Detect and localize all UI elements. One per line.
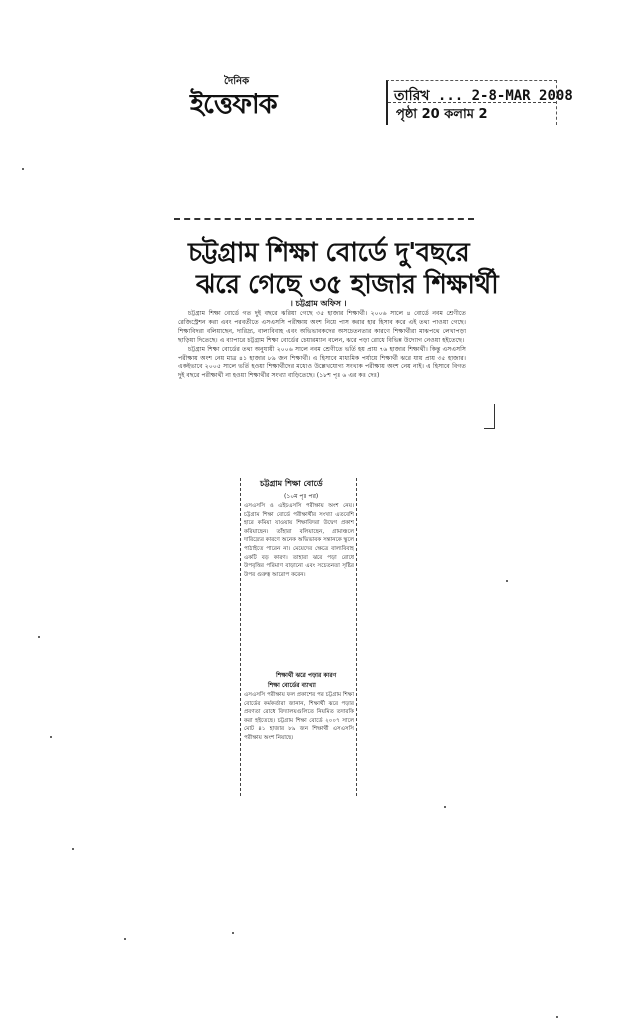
continuation-title: চট্টগ্রাম শিক্ষা বোর্ডে [260, 479, 323, 488]
continuation-subtitle: (১০ম পৃঃ পর) [284, 493, 319, 500]
article-paragraph: চট্টগ্রাম শিক্ষা বোর্ডে গত দুই বছরে ঝরিয়া গেছে ৩৫ হাজার শিক্ষার্থী। ২০০৬ সালে ৪ বোর্ডে নবম শ্রেণীতে রেজিস্ট্রেশন করা এবং পরবর্তীতে এসএসসি পরীক্ষায় অংশ নিয়ে পাস করার হার হিসাব করে এই তথ্য পাওয়া গেছে। শিক্ষাবিদরা বলিয়াছেন, দারিদ্র্য, বাল্যবিবাহ এবং অভিভাবকদের অসচেতনতার কারণে শিক্ষার্থীরা মাঝপথে লেখাপড়া ছাড়িয়া দিতেছে। এ ব্যাপারে চট্টগ্রাম শিক্ষা বোর্ডের চেয়ারম্যান বলেন, ঝরে পড়া রোধে বিভিন্ন উদ্যোগ নেওয়া হইতেছে। [178, 310, 466, 344]
byline: । চট্টগ্রাম অফিস । [290, 299, 347, 308]
scan-speck [124, 938, 126, 940]
continuation-body-2: এসএসসি পরীক্ষায় ফল প্রকাশের পর চট্টগ্রাম শিক্ষা বোর্ডের কর্মকর্তারা জানান, শিক্ষার্থী ঝরে পড়ার প্রবণতা রোধে বিদ্যালয়গুলিতে নিয়মিত তদারকি করা হইতেছে। চট্টগ্রাম শিক্ষা বোর্ডে ২০০৭ সালে মোট ৪১ হাজার ৮৯ জন শিক্ষার্থী এসএসসি পরীক্ষায় অংশ নিয়াছে। [244, 692, 354, 741]
scan-speck [72, 848, 74, 850]
stamp-divider [388, 102, 556, 103]
continuation-body-1: এসএসসি ও এইচএসসি পরীক্ষায় অংশ নেয়। চট্টগ্রাম শিক্ষা বোর্ডে পরীক্ষার্থীর সংখ্যা এতবেশি হারে কমিয়া যাওয়ায় শিক্ষাবিদরা উদ্বেগ প্রকাশ করিয়াছেন। তাঁহারা বলিয়াছেন, গ্রামাঞ্চলে দারিদ্র্যের কারণে অনেক অভিভাবক সন্তানকে স্কুলে পাঠাইতে পারেন না। মেয়েদের ক্ষেত্রে বাল্যবিবাহ একটি বড় কারণ। তাহারা ঝরে পড়া রোধে উপবৃত্তির পরিমাণ বাড়ানো এবং সচেতনতা সৃষ্টির উপর গুরুত্ব আরোপ করেন। [244, 503, 354, 578]
scan-speck [556, 1016, 558, 1018]
column-right-rule [356, 478, 357, 796]
scan-speck [444, 806, 446, 808]
date-stamp [386, 80, 573, 125]
scan-speck [50, 736, 52, 738]
article-body [178, 310, 466, 381]
article-paragraph: চট্টগ্রাম শিক্ষা বোর্ডের তথ্য অনুযায়ী ২০০৬ সালে নবম শ্রেণীতে ভর্তি হয় প্রায় ৭৬ হাজার শিক্ষার্থী। কিন্তু এসএসসি পরীক্ষায় অংশ নেয় মাত্র ৪১ হাজার ৮৯ জন শিক্ষার্থী। এ হিসাবে মাধ্যমিক পর্যায়ে শিক্ষার্থী ঝরে যায় প্রায় ৩৫ হাজার। একইভাবে ২০০৫ সালে ভর্তি হওয়া শিক্ষার্থীদের মধ্যেও উল্লেখযোগ্য সংখ্যক পরীক্ষায় অংশ নেয় নাই। এ হিসাবে বিগত দুই বছরে পরীক্ষার্থী না হওয়া শিক্ষার্থীর সংখ্যা বাড়িতেছে। (১৮শ পৃঃ ৬ এর কঃ দেঃ) [178, 345, 466, 380]
scan-speck [38, 636, 40, 638]
headline-line-2: ঝরে গেছে ৩৫ হাজার শিক্ষার্থী [196, 270, 499, 300]
continuation-subhead-1: শিক্ষার্থী ঝরে পড়ার কারণ [276, 672, 337, 679]
scan-speck [506, 580, 508, 582]
scan-speck [22, 168, 24, 170]
stamp-date: তারিখ ... 2-8-MAR 2008 [394, 88, 573, 104]
stamp-page-column: পৃষ্ঠা 20 কলাম 2 [396, 107, 488, 122]
article-top-rule [174, 218, 474, 220]
headline-line-1: চট্টগ্রাম শিক্ষা বোর্ডে দু'বছরে [188, 238, 470, 268]
newspaper-logo: ইত্তেফাক [190, 89, 277, 120]
clipping-bracket [484, 404, 495, 429]
column-left-rule [240, 478, 241, 796]
masthead-small-title: দৈনিক [224, 76, 250, 87]
scan-speck [232, 932, 234, 934]
continuation-subhead-2: শিক্ষা বোর্ডের ব্যাখ্যা [268, 682, 316, 689]
